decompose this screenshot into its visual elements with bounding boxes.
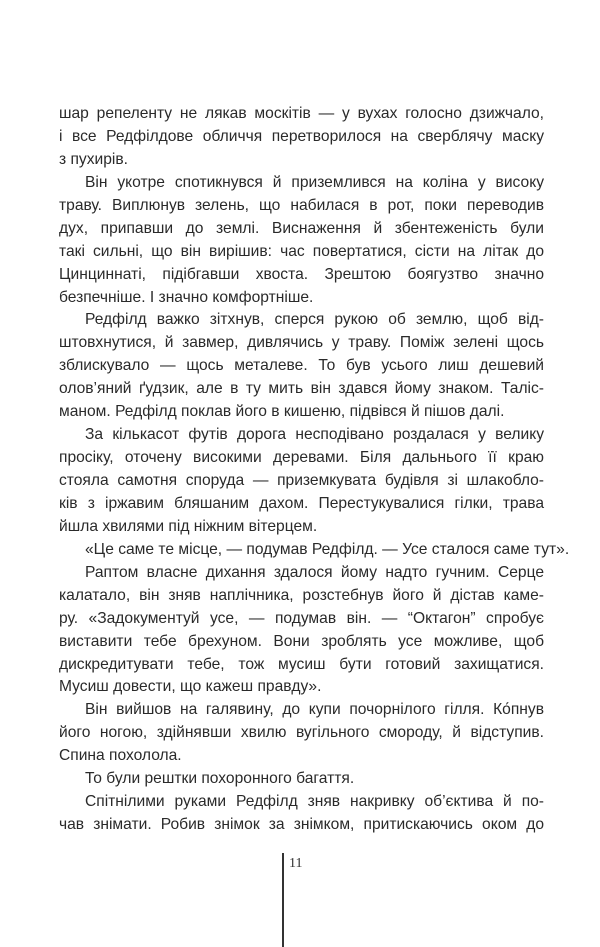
text-line: зблискувало — щось металеве. То був усього лиш дешевий — [59, 357, 544, 375]
text-line: Він вийшов на галявину, до купи почорнілого гілля. Ко́пнув — [85, 701, 544, 719]
text-line: ків з іржавим бляшаним дахом. Перестукувалися гілки, трава — [59, 494, 544, 512]
paragraph — [59, 424, 544, 539]
page-number: 11 — [289, 856, 303, 871]
paragraph — [59, 172, 544, 310]
text-line: дискредитувати тебе, тож мусиш бути готовий захищатися. — [59, 655, 544, 673]
paragraph — [59, 562, 544, 700]
text-line: дух, припавши до землі. Виснаження й збентеженість були — [59, 219, 544, 237]
text-line: траву. Виплюнув зелень, що набилася в рот, поки переводив — [59, 196, 544, 214]
text-line: Цинциннаті, підібгавши хвоста. Зрештою боягузтво значно — [59, 265, 544, 283]
text-line: штовхнутися, й завмер, дивлячись у траву. Поміж зелені щось — [59, 334, 544, 352]
text-line: такі сильні, що він вирішив: час повертатися, сісти на літак до — [59, 242, 544, 260]
text-line: безпечніше. І значно комфортніше. — [59, 288, 314, 306]
text-line: просіку, оточену високими деревами. Біля дальнього її краю — [59, 449, 544, 467]
text-line: і все Редфілдове обличчя перетворилося на сверблячу маску — [59, 127, 544, 145]
text-line: Редфілд важко зітхнув, сперся рукою об землю, щоб від- — [85, 311, 544, 329]
text-line: стояла самотня споруда — приземкувата будівля зі шлакобло- — [59, 472, 544, 489]
text-line: Спітнілими руками Редфілд зняв накривку об’єктива й по- — [85, 793, 544, 811]
text-line: його ногою, здійнявши хвилю вугільного смороду, й відступив. — [59, 724, 544, 742]
text-line: виставити тебе брехуном. Вони зроблять усе можливе, щоб — [59, 632, 544, 650]
paragraph — [59, 539, 570, 562]
paragraph — [59, 103, 544, 172]
paragraph — [59, 309, 544, 424]
body-text — [59, 103, 570, 837]
text-line: Він укотре спотикнувся й приземлився на коліна у високу — [85, 173, 544, 191]
text-line: йшла хвилями під ніжним вітерцем. — [59, 517, 318, 535]
paragraph — [59, 768, 544, 791]
paragraph — [59, 791, 544, 837]
page-number-rule — [282, 853, 284, 947]
text-line: олов’яний ґудзик, але в ту мить він здався йому знаком. Таліс- — [59, 380, 544, 398]
text-line: За кількасот футів дорога несподівано роздалася у велику — [85, 426, 544, 444]
text-line: з пухирів. — [59, 150, 128, 168]
text-line: шар репеленту не лякав москітів — у вухах голосно дзижчало, — [59, 105, 544, 122]
text-line: чав знімати. Робив знімок за знімком, притискаючись оком до — [59, 816, 544, 834]
text-line: Мусиш довести, що кажеш правду». — [59, 678, 322, 696]
text-line: калатало, він зняв наплічника, розстебнув його й дістав каме- — [59, 586, 544, 604]
text-line: маном. Редфілд поклав його в кишеню, підвівся й пішов далі. — [59, 403, 505, 421]
text-line: «Це саме те місце, — подумав Редфілд. — Усе сталося саме тут». — [85, 540, 570, 558]
text-line: Спина похолола. — [59, 747, 182, 765]
text-line: Раптом власне дихання здалося йому надто гучним. Серце — [85, 563, 544, 581]
text-line: ру. «Задокументуй усе, — подумав він. — “Октагон” спробує — [59, 609, 544, 627]
paragraph — [59, 699, 544, 768]
text-line: То були рештки похоронного багаття. — [85, 770, 355, 788]
